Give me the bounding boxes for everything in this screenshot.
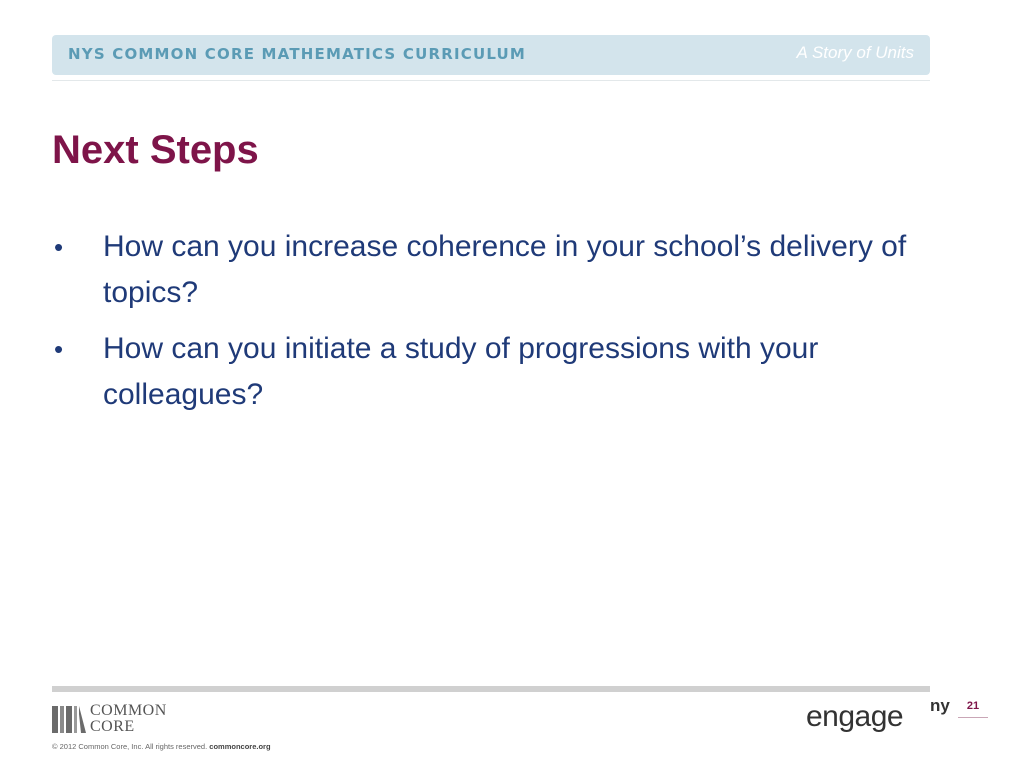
bullet-icon: • [54,232,64,262]
page-title: Next Steps [52,128,259,172]
common-core-wordmark [90,703,167,735]
ny-superscript: ny [930,696,950,715]
bullet-list [52,224,912,428]
common-core-logo [52,703,192,737]
copyright-notice [52,742,271,751]
list-item [52,326,912,418]
list-item-text: How can you increase coherence in your school’s delivery of topics? [103,230,907,309]
header-divider [52,80,930,81]
copyright-link[interactable]: commoncore.org [209,742,271,751]
logo-line-core: CORE [90,718,135,735]
list-item [52,224,912,316]
book-stack-icon [52,706,86,733]
page-number: 21 [966,700,980,712]
header-banner [52,35,930,75]
copyright-text: © 2012 Common Core, Inc. All rights reserved. [52,742,208,751]
page-number-underline [958,717,988,718]
engage-wordmark: engage [806,700,904,733]
curriculum-label: NYS COMMON CORE MATHEMATICS CURRICULUM [68,45,527,63]
list-item-text: How can you initiate a study of progressions with your colleagues? [103,332,819,411]
bullet-icon: • [54,334,64,364]
tagline: A Story of Units [796,43,914,62]
engageny-logo [806,696,950,734]
footer-divider [52,686,930,692]
logo-line-common: COMMON [90,702,167,719]
